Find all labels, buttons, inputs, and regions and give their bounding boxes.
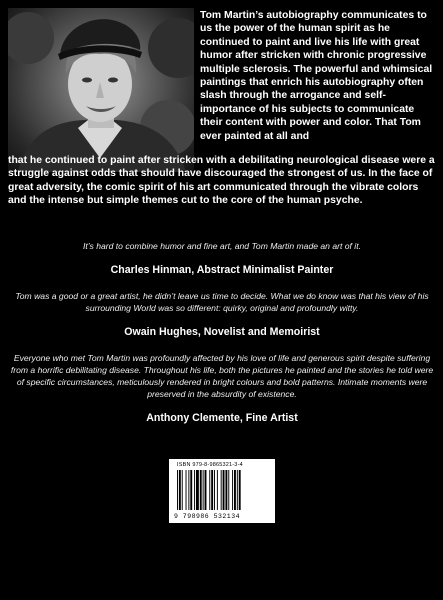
testimonials (8, 240, 436, 438)
barcode-bar (186, 470, 187, 510)
barcode-bar (182, 470, 183, 510)
barcode-bar (177, 470, 178, 510)
intro-paragraph-continued: that he continued to paint after stricken with a debilitating neurological disease were a struggle against odds that should have discouraged the strongest of us. In the face of great adversity, the comic spirit of his art communicated through the vibrate colors and the intense but simple themes cut to the core of the human psyche. (8, 155, 435, 207)
barcode-bar (194, 470, 195, 510)
testimonial-author: Anthony Clemente, Fine Artist (146, 412, 298, 424)
barcode-bar (225, 470, 227, 510)
barcode-digits: 9 798986 532134 (174, 513, 241, 520)
barcode-bar (179, 470, 181, 510)
intro-paragraph: Tom Martin’s autobiography communicates to us the power of the human spirit as he continued to paint and live his life with great humor after stricken with chronic progressive multiple sclerosis. The powerful and whimsical paintings that enrich his autobiography often slash through the arrogance and self-importance of his subjects to communicate their content with power and color. That Tom ever painted at all and (200, 10, 433, 142)
author-portrait-image (8, 8, 194, 172)
isbn-label: ISBN 979-8-9865321-3-4 (177, 462, 243, 468)
barcode-bar (196, 470, 199, 510)
barcode-bar (221, 470, 222, 510)
barcode-bar (209, 470, 210, 510)
barcode-bar (211, 470, 213, 510)
barcode-bar (190, 470, 192, 510)
testimonial-quote: It’s hard to combine humor and fine art, and Tom Martin made an art of it. (82, 241, 361, 251)
testimonial-author: Charles Hinman, Abstract Minimalist Painter (110, 264, 334, 276)
barcode-bar (205, 470, 207, 510)
barcode-bar (217, 470, 218, 510)
barcode-bar (232, 470, 233, 510)
barcode-bar (200, 470, 202, 510)
testimonial-quote: Tom was a good or a great artist, he didn’t leave us time to decide. What we do know was that his view of his surrounding World was so different: quirky, original and profoundly witty. (15, 291, 429, 313)
testimonial-author: Owain Hughes, Novelist and Memoirist (124, 326, 320, 338)
barcode-bar (237, 470, 238, 510)
author-photo (8, 8, 194, 172)
barcode-bar (234, 470, 236, 510)
barcode-bar (214, 470, 215, 510)
isbn-barcode (169, 459, 275, 523)
barcode-bar (223, 470, 225, 510)
barcode-bar (239, 470, 241, 510)
barcode-bars (177, 470, 267, 510)
barcode-bar (228, 470, 229, 510)
barcode-bar (188, 470, 189, 510)
testimonial-quote: Everyone who met Tom Martin was profoundly affected by his love of life and generous spirit despite suffering from a horrific debilitating disease. Throughout his life, both the pictures he painted and the stories he told were of specific circumstances, meticulously rendered in bright colours and bold patterns. Intimate moments were preserved in the absurdity of existence. (10, 353, 434, 399)
barcode-bar (203, 470, 204, 510)
